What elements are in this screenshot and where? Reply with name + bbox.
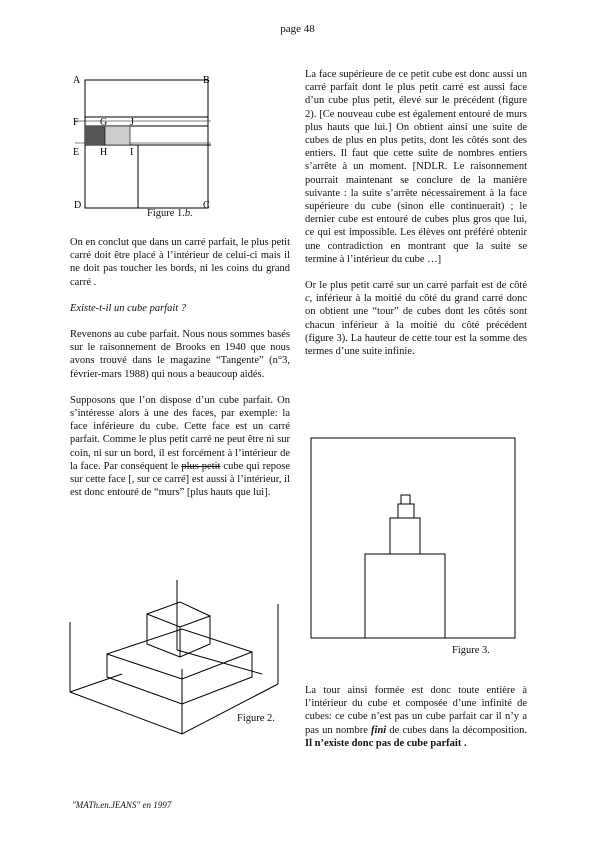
left-p3-strikethrough: plus petit	[181, 460, 221, 472]
right-p3-conclusion: Il n’existe donc pas de cube parfait .	[305, 737, 467, 749]
right-p2-a: Or le plus petit carré sur un carré parfait est de côté	[305, 280, 527, 292]
figure-1-square-diagram	[70, 70, 220, 230]
figure-1-caption	[147, 208, 193, 219]
right-paragraph-1: La face supérieure de ce petit cube est donc aussi un carré parfait dont le plus petit carré est aussi face d’un cube plus petit, élevé sur le précédent (figure 2). [Ce nouveau cube est également entouré de murs plus hauts que lui.] On obtient ainsi une suite de cubes de plus en plus petits, dont les côtés sont des entiers. Il faut que cette suite de nombres entiers s’arrête à un moment. [NDLR. Le raisonnement pourrait maintenant se conclure de la manière suivante : la suite s’arrête nécessairement à la face supérieure du cube (sinon elle continuerait) ; le dernier cube est entouré de cubes plus gros que lui, ce qui est impossible. Les élèves ont préféré obtenir une contradiction en montrant que la suite se termine à l’intérieur du cube …]	[305, 69, 527, 265]
left-p3-a: Supposons que l’on dispose d’un cube parfait. On s’intéresse alors à une des faces, par exemple: la face inférieure du cube. Cette face est un carré parfait. Comme le plus petit carré ne peut être ni sur coin, ni sur un bord, il est forcément à l’intérieur de la face. Par conséquent le	[70, 394, 290, 472]
fig1-label-d: D	[74, 200, 82, 211]
figure-2-caption: Figure 2.	[237, 713, 275, 724]
page-footer: "MATh.en.JEANS" en 1997	[72, 800, 172, 810]
fig1-label-b: B	[203, 75, 210, 86]
figure-1-caption-prefix: Figure 1.	[147, 208, 185, 219]
left-paragraph-3	[70, 394, 290, 500]
fig1-label-g: G	[100, 117, 108, 128]
figure-3-tower-drawing	[310, 437, 520, 657]
fig1-label-i: I	[130, 147, 134, 158]
right-paragraph-2	[305, 279, 527, 358]
hatched-square	[85, 126, 105, 145]
right-column-top	[305, 68, 527, 358]
left-column	[70, 236, 290, 499]
right-p3-b: de cubes dans la décomposition.	[389, 724, 528, 736]
right-column-bottom	[305, 684, 527, 750]
right-p3-a: La tour ainsi formée est donc toute entière à l’intérieur du cube et composée d’une infinité de cubes: ce cube n’est pas un cube parfait car il n’y a pas un nombre	[305, 685, 527, 736]
figure-1-caption-suffix: b.	[184, 208, 193, 219]
fig1-label-f: F	[73, 117, 79, 128]
left-paragraph-1: On en conclut que dans un carré parfait, le plus petit carré doit être placé à l’intérieur de celui-ci mais il ne doit pas toucher les bords, ni les coins du grand carré .	[70, 237, 290, 288]
left-paragraph-2: Revenons au cube parfait. Nous nous sommes basés sur le raisonnement de Brooks en 1940 que nous avons trouvé dans le magazine “Tangente” (n°3, février-mars 1988) qui nous a beaucoup aidés.	[70, 329, 290, 380]
fig1-label-c: C	[203, 200, 210, 211]
right-p2-var-c: c	[305, 293, 310, 305]
right-p2-b: , inférieur à la moitié du côté du grand carré donc on obtient une “tour” de cubes dont les côtés sont chacun inférieur à la moitié du côté précédent (figure 3). La hauteur de cette tour est la somme des termes d’une suite infinie.	[305, 293, 527, 358]
dotted-square	[105, 126, 130, 145]
fig1-label-a: A	[73, 75, 81, 86]
right-paragraph-3	[305, 684, 527, 750]
fig1-label-j: J	[130, 117, 134, 128]
fig1-label-e: E	[73, 147, 80, 158]
page-number: page 48	[280, 23, 315, 35]
left-p3-b: cube qui repose sur cette face [, sur ce carré] est aussi à l’intérieur, il est donc entouré de “murs” [plus hauts que lui].	[70, 460, 290, 499]
right-p3-fini: fini	[371, 724, 387, 736]
fig1-label-h: H	[100, 147, 108, 158]
section-heading: Existe-t-il un cube parfait ?	[70, 302, 187, 314]
figure-3-caption: Figure 3.	[452, 645, 490, 656]
